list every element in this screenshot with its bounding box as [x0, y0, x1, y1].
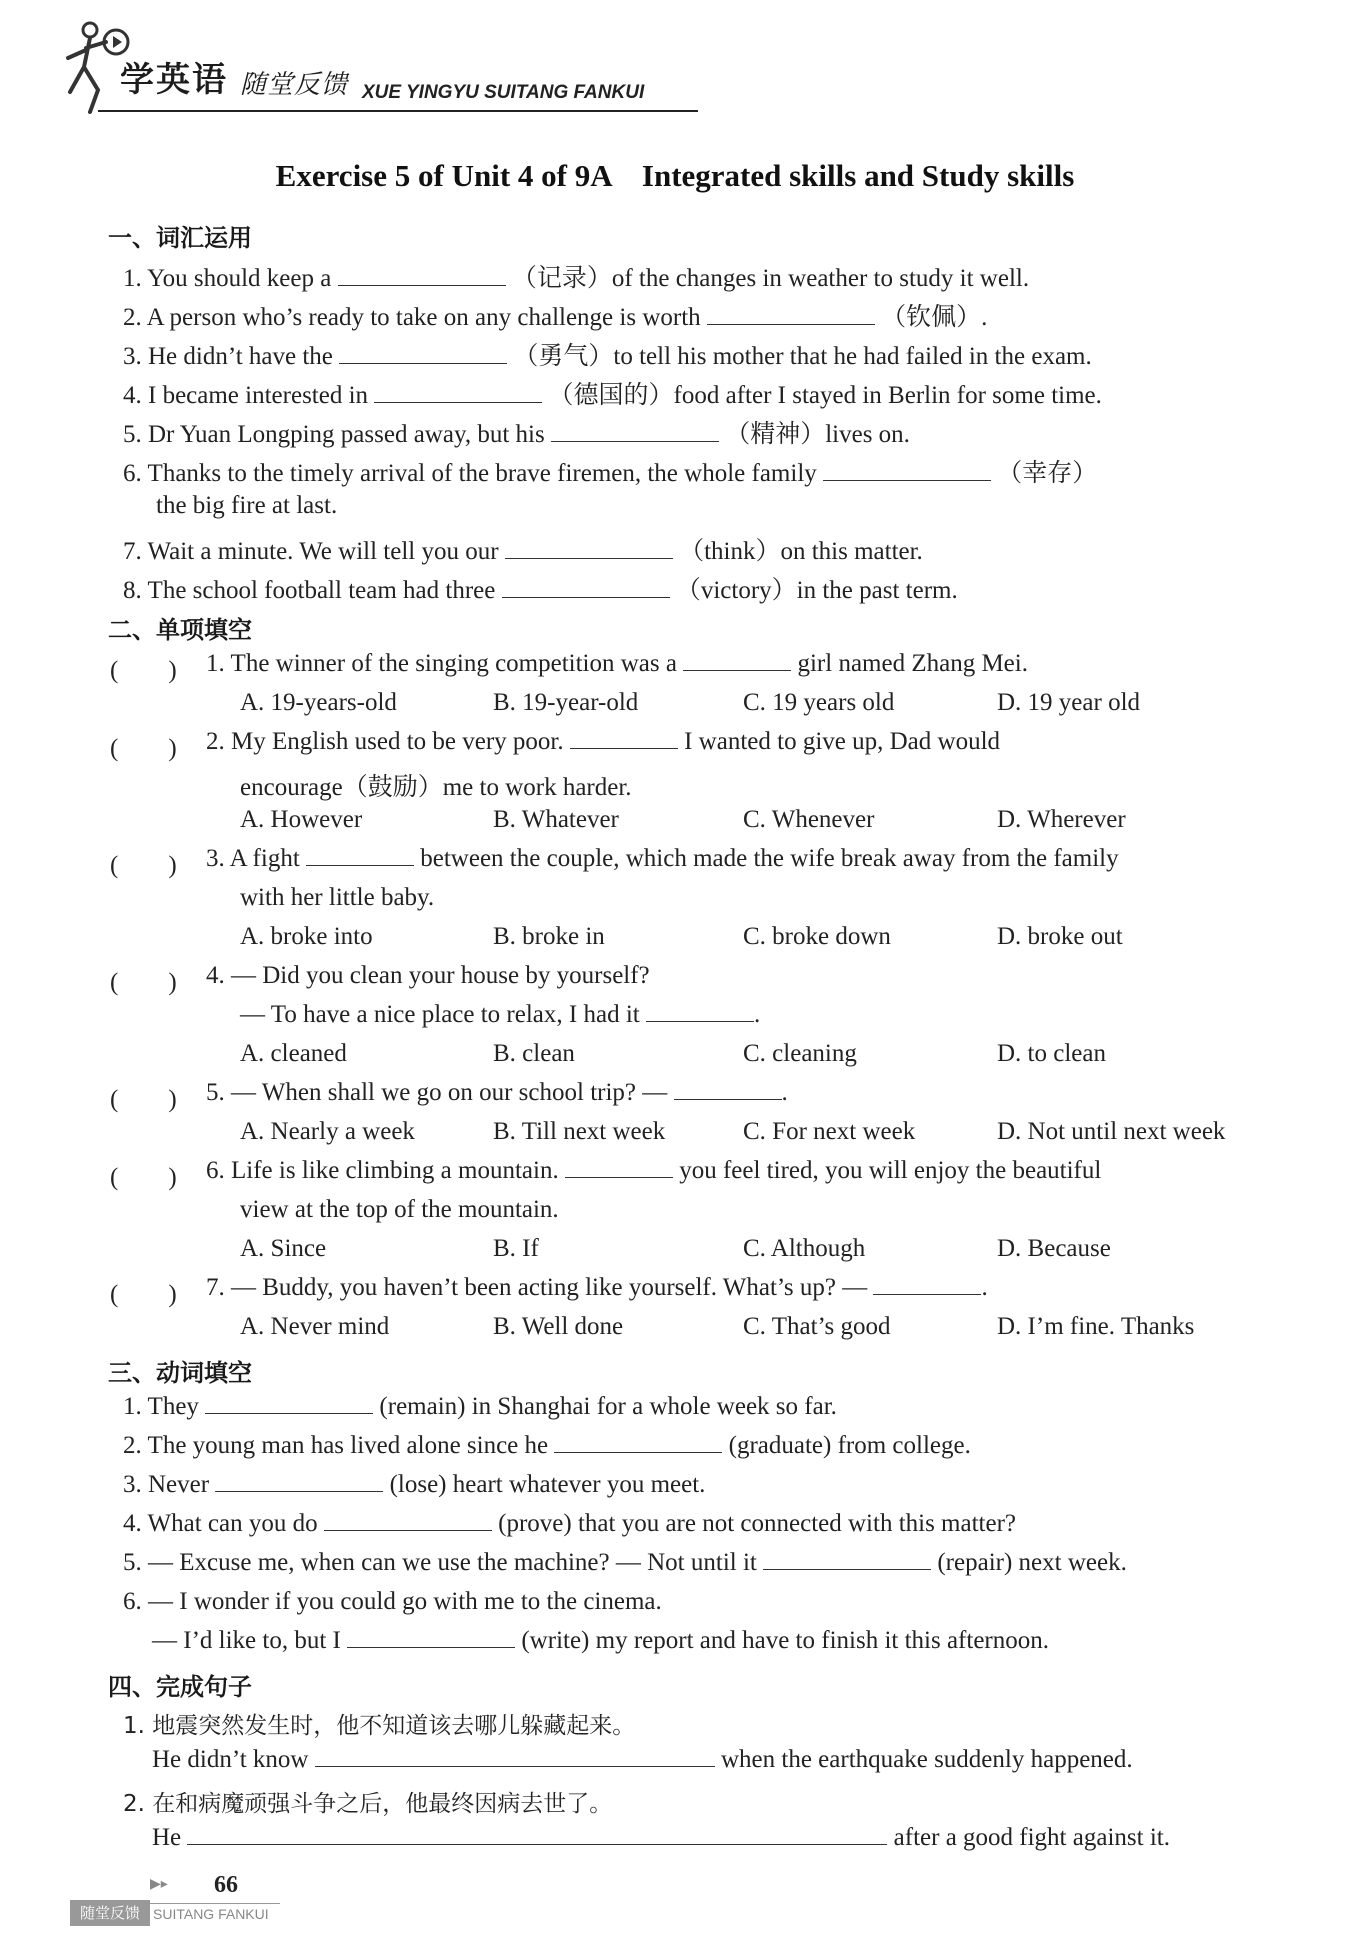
complete-q2	[152, 1824, 1170, 1852]
vocab-q5	[123, 414, 910, 450]
question-text: I wanted to give up, Dad would	[684, 728, 1001, 755]
section-heading-complete: 四、完成句子	[108, 1673, 252, 1701]
footer-label: SUITANG FANKUI	[153, 1906, 269, 1922]
section-heading-vocab: 一、词汇运用	[108, 224, 252, 252]
footer-badge: 随堂反馈	[70, 1900, 150, 1926]
vocab-q2	[123, 297, 987, 333]
question-text: 6. Life is like climbing a mountain.	[206, 1157, 559, 1184]
vocab-q6-continued: the big fire at last.	[156, 492, 338, 519]
question-text: （victory）in the past term.	[675, 577, 958, 604]
mc-answer-paren[interactable]: ( )	[110, 735, 177, 762]
answer-blank[interactable]	[374, 382, 542, 403]
vocab-q8	[123, 570, 958, 606]
answer-blank[interactable]	[763, 1549, 931, 1570]
vocab-q1	[123, 258, 1029, 294]
mc-q5-option-c[interactable]: C. For next week	[743, 1118, 916, 1145]
mc-answer-paren[interactable]: ( )	[110, 1164, 177, 1191]
answer-blank[interactable]	[646, 1001, 754, 1022]
question-text: 4. What can you do	[123, 1510, 318, 1537]
mc-q4-option-a[interactable]: A. cleaned	[240, 1040, 347, 1067]
mc-q5-option-d[interactable]: D. Not until next week	[997, 1118, 1226, 1145]
answer-blank[interactable]	[505, 538, 673, 559]
mc-q2-option-b[interactable]: B. Whatever	[493, 806, 619, 833]
question-text: 5. — When shall we go on our school trip? —	[206, 1079, 668, 1106]
question-text: between the couple, which made the wife break away from the family	[420, 845, 1119, 872]
question-text: (repair) next week.	[937, 1549, 1127, 1576]
answer-blank[interactable]	[315, 1746, 715, 1767]
answer-blank[interactable]	[554, 1432, 722, 1453]
mc-q5: 5. — When shall we go on our school trip? — .	[206, 1079, 788, 1106]
header-title: 学英语	[120, 60, 228, 100]
mc-answer-paren[interactable]: ( )	[110, 1086, 177, 1113]
footer-rule	[150, 1903, 280, 1904]
answer-blank[interactable]	[205, 1393, 373, 1414]
mc-q3-option-c[interactable]: C. broke down	[743, 923, 891, 950]
answer-blank[interactable]	[215, 1471, 383, 1492]
question-text: (write) my report and have to finish it this afternoon.	[521, 1627, 1049, 1654]
question-text: after a good fight against it.	[893, 1824, 1170, 1851]
question-text: 6. Thanks to the timely arrival of the brave firemen, the whole family	[123, 460, 817, 487]
mc-q3-option-d[interactable]: D. broke out	[997, 923, 1123, 950]
mc-q3-option-a[interactable]: A. broke into	[240, 923, 373, 950]
question-text: (lose) heart whatever you meet.	[389, 1471, 706, 1498]
question-text: when the earthquake suddenly happened.	[720, 1746, 1133, 1773]
answer-blank[interactable]	[339, 343, 507, 364]
answer-blank[interactable]	[707, 304, 875, 325]
answer-blank[interactable]	[306, 845, 414, 866]
vocab-q7	[123, 531, 923, 567]
section-heading-mc: 二、单项填空	[108, 616, 252, 644]
question-text: 1. You should keep a	[123, 265, 332, 292]
question-text: 2. My English used to be very poor.	[206, 728, 564, 755]
question-text: 4. I became interested in	[123, 382, 369, 409]
mc-answer-paren[interactable]: ( )	[110, 969, 177, 996]
question-text: 5. Dr Yuan Longping passed away, but his	[123, 421, 545, 448]
page-title: Exercise 5 of Unit 4 of 9A Integrated skills and Study skills	[275, 158, 1075, 193]
mc-q1-option-d[interactable]: D. 19 year old	[997, 689, 1141, 716]
mc-q6-option-a[interactable]: A. Since	[240, 1235, 327, 1262]
verb-q3	[123, 1471, 705, 1499]
mc-q4: 4. — Did you clean your house by yourself?	[206, 962, 650, 989]
vocab-q3	[123, 336, 1092, 372]
question-text: 1. They	[123, 1393, 199, 1420]
question-text: — To have a nice place to relax, I had it	[240, 1001, 640, 1028]
complete-q1-chinese: 1. 地震突然发生时，他不知道该去哪儿躲藏起来。	[123, 1713, 636, 1739]
question-text: （记录）of the changes in weather to study it well.	[511, 265, 1030, 292]
mc-q4-reply: — To have a nice place to relax, I had it .	[240, 1001, 761, 1028]
vocab-q6	[123, 453, 1097, 489]
question-text: （德国的）food after I stayed in Berlin for some time.	[548, 382, 1102, 409]
mc-answer-paren[interactable]: ( )	[110, 852, 177, 879]
question-text: He didn’t know	[152, 1746, 309, 1773]
mc-q5-option-a[interactable]: A. Nearly a week	[240, 1118, 415, 1145]
mc-q6-option-c[interactable]: C. Although	[743, 1235, 866, 1262]
header-pinyin: XUE YINGYU SUITANG FANKUI	[362, 82, 645, 103]
mc-q6	[206, 1157, 1101, 1185]
mc-q1	[206, 650, 1028, 678]
mc-q6-option-b[interactable]: B. If	[493, 1235, 539, 1262]
question-text: 2. The young man has lived alone since he	[123, 1432, 549, 1459]
mc-q6-option-d[interactable]: D. Because	[997, 1235, 1111, 1262]
complete-q2-chinese: 2. 在和病魔顽强斗争之后，他最终因病去世了。	[123, 1791, 613, 1817]
question-text: （勇气）to tell his mother that he had failed in the exam.	[513, 343, 1092, 370]
verb-q4	[123, 1510, 1016, 1538]
question-text: 5. — Excuse me, when can we use the machine? — Not until it	[123, 1549, 757, 1576]
verb-q2	[123, 1432, 971, 1460]
answer-blank[interactable]	[570, 728, 678, 749]
question-text: (remain) in Shanghai for a whole week so far.	[379, 1393, 837, 1420]
question-text: 3. He didn’t have the	[123, 343, 333, 370]
mc-q2-option-c[interactable]: C. Whenever	[743, 806, 875, 833]
verb-q1	[123, 1393, 837, 1421]
arrow-icon: ▶▸	[150, 1876, 168, 1892]
mc-q1-option-b[interactable]: B. 19-year-old	[493, 689, 639, 716]
page-number: 66	[214, 1872, 238, 1898]
answer-blank[interactable]	[347, 1627, 515, 1648]
question-text: He	[152, 1824, 182, 1851]
verb-q6-reply	[152, 1627, 1049, 1655]
question-text: — I’d like to, but I	[152, 1627, 341, 1654]
verb-q6: 6. — I wonder if you could go with me to the cinema.	[123, 1588, 662, 1615]
mc-q2-continued: encourage（鼓励）me to work harder.	[240, 774, 632, 801]
header-subtitle: 随堂反馈	[240, 70, 349, 100]
answer-blank[interactable]	[565, 1157, 673, 1178]
answer-blank[interactable]	[873, 1274, 981, 1295]
question-text: 1. The winner of the singing competition was a	[206, 650, 677, 677]
mc-q3-continued: with her little baby.	[240, 884, 435, 911]
mc-q4-option-d[interactable]: D. to clean	[997, 1040, 1106, 1067]
mc-q1-option-c[interactable]: C. 19 years old	[743, 689, 895, 716]
mc-q4-option-b[interactable]: B. clean	[493, 1040, 575, 1067]
answer-blank[interactable]	[674, 1079, 782, 1100]
question-text: 7. — Buddy, you haven’t been acting like yourself. What’s up? —	[206, 1274, 868, 1301]
answer-blank[interactable]	[338, 265, 506, 286]
question-text: you feel tired, you will enjoy the beautiful	[679, 1157, 1102, 1184]
mc-q7-option-c[interactable]: C. That’s good	[743, 1313, 891, 1340]
mc-answer-paren[interactable]: ( )	[110, 657, 177, 684]
mc-q7-option-d[interactable]: D. I’m fine. Thanks	[997, 1313, 1195, 1340]
mc-q2	[206, 728, 1000, 756]
question-text: 2. A person who’s ready to take on any challenge is worth	[123, 304, 701, 331]
mc-q2-option-d[interactable]: D. Wherever	[997, 806, 1126, 833]
question-text: 7. Wait a minute. We will tell you our	[123, 538, 499, 565]
question-text: （钦佩）.	[881, 304, 988, 331]
mc-q7-option-b[interactable]: B. Well done	[493, 1313, 624, 1340]
answer-blank[interactable]	[187, 1824, 887, 1845]
answer-blank[interactable]	[551, 421, 719, 442]
mc-answer-paren[interactable]: ( )	[110, 1281, 177, 1308]
question-text: 3. Never	[123, 1471, 210, 1498]
runner-logo-icon	[50, 12, 130, 122]
answer-blank[interactable]	[823, 460, 991, 481]
section-heading-verbs: 三、动词填空	[108, 1359, 252, 1387]
question-text: （幸存）	[997, 460, 1098, 487]
vocab-q4	[123, 375, 1102, 411]
page-header	[50, 12, 730, 122]
mc-q6-continued: view at the top of the mountain.	[240, 1196, 559, 1223]
answer-blank[interactable]	[324, 1510, 492, 1531]
question-text: 3. A fight	[206, 845, 300, 872]
mc-q7: 7. — Buddy, you haven’t been acting like yourself. What’s up? — .	[206, 1274, 988, 1301]
mc-q3	[206, 845, 1119, 873]
mc-q2-option-a[interactable]: A. However	[240, 806, 363, 833]
mc-q5-option-b[interactable]: B. Till next week	[493, 1118, 666, 1145]
question-text: （think）on this matter.	[679, 538, 923, 565]
question-text: girl named Zhang Mei.	[797, 650, 1028, 677]
answer-blank[interactable]	[683, 650, 791, 671]
answer-blank[interactable]	[502, 577, 670, 598]
complete-q1	[152, 1746, 1133, 1774]
question-text: （精神）lives on.	[725, 421, 910, 448]
header-rule	[98, 110, 698, 112]
question-text: 8. The school football team had three	[123, 577, 496, 604]
mc-q1-option-a[interactable]: A. 19-years-old	[240, 689, 397, 716]
mc-q7-option-a[interactable]: A. Never mind	[240, 1313, 390, 1340]
mc-q4-option-c[interactable]: C. cleaning	[743, 1040, 857, 1067]
question-text: (graduate) from college.	[728, 1432, 971, 1459]
question-text: (prove) that you are not connected with this matter?	[498, 1510, 1017, 1537]
mc-q3-option-b[interactable]: B. broke in	[493, 923, 605, 950]
verb-q5	[123, 1549, 1127, 1577]
